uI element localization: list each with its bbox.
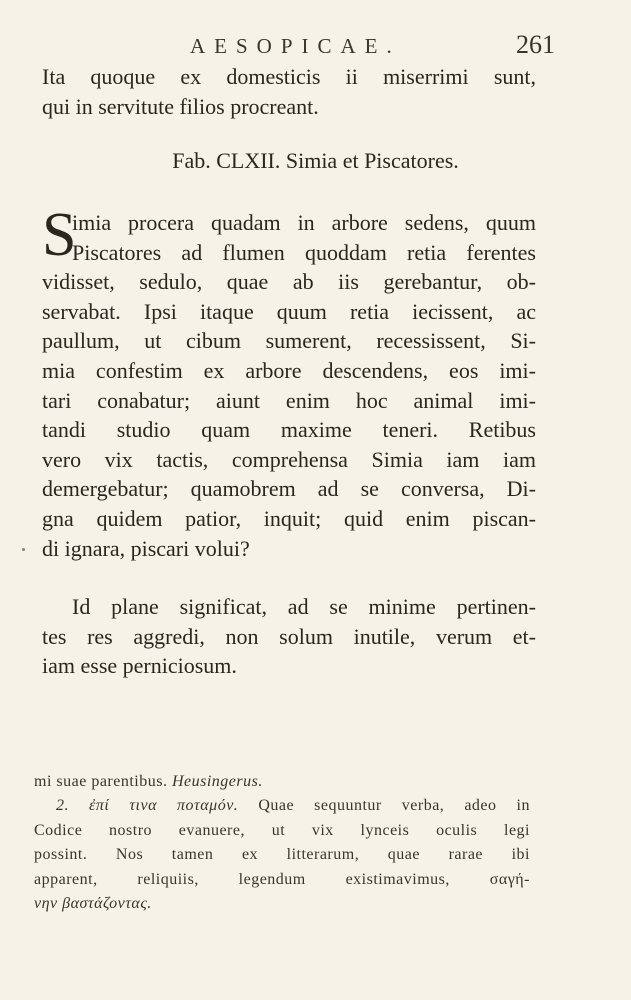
footnote-line: Codice nostro evanuere, ut vix lynceis oculis legi [34,821,530,839]
footnote-greek: 2. ἐπί τινα ποταμόν. [56,797,239,815]
footnotes [34,770,530,916]
footnote-1 [34,770,530,794]
margin-mark [22,548,25,551]
text-line: Ita quoque ex domesticis ii miserrimi sunt, [42,64,536,89]
text-line: mia confestim ex arbore descendens, eos imi- [42,357,536,383]
footnote-line: possint. Nos tamen ex litterarum, quae rarae ibi [34,846,530,864]
moral-paragraph [42,592,536,681]
text-line: qui in servitute filios procreant. [42,93,319,119]
drop-cap: S [42,201,77,269]
running-head [40,30,555,64]
text-line: tari conabatur; aiunt enim hoc animal imi- [42,387,536,413]
text-line: gna quidem patior, inquit; quid enim piscan- [42,505,536,531]
fable-body [42,201,536,563]
text-line: imia procera quadam in arbore sedens, quum [72,210,536,235]
text-line: vidisset, sedulo, quae ab iis gerebantur, ob- [42,269,536,295]
fable-title: Fab. CLXII. Simia et Piscatores. [172,148,459,173]
text-line: demergebatur; quamobrem ad se conversa, Di- [42,476,536,502]
text-line: servabat. Ipsi itaque quum retia iecissent, ac [42,298,536,324]
intro-paragraph [42,62,536,121]
running-title: AESOPICAE. [190,34,401,58]
text-line: tes res aggredi, non solum inutile, verum et- [42,623,536,649]
footnote-greek-end: νην βαστάζοντας. [34,895,152,913]
text-line: vero vix tactis, comprehensa Simia iam iam [42,446,536,472]
footnote-text: Quae sequuntur verba, adeo in [258,797,530,815]
page-number: 261 [516,30,555,59]
text-line: Id plane significat, ad se minime pertinen- [72,594,536,619]
footnote-2-first-line [34,794,530,818]
text-line: paullum, ut cibum sumerent, recessissent, Si- [42,328,536,354]
text-line: iam esse perniciosum. [42,653,237,679]
footnote-author: Heusingerus. [171,773,263,790]
footnote-line: apparent, reliquiis, legendum existimavimus, σαγή- [34,870,530,888]
text-line: tandi studio quam maxime teneri. Retibus [42,417,536,443]
text-line: Piscatores ad flumen quoddam retia ferentes [72,239,536,265]
footnote-text: mi suae parentibus. [34,773,168,790]
text-line: di ignara, piscari volui? [42,535,250,561]
